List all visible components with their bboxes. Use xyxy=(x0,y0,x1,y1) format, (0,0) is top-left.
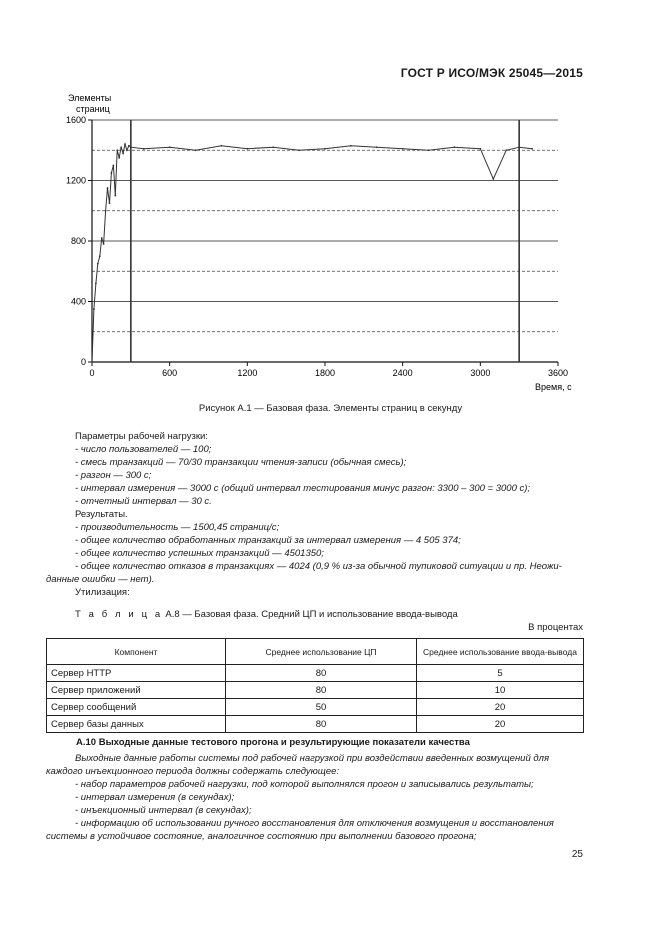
series-point xyxy=(105,210,107,212)
utilization-table xyxy=(46,638,584,733)
series-point xyxy=(99,255,101,257)
section-item: - интервал измерения (в секундах); xyxy=(75,792,235,803)
x-tick-label: 1200 xyxy=(237,368,258,378)
series-point xyxy=(272,146,274,148)
table-header-row xyxy=(47,639,584,665)
x-tick-label: 600 xyxy=(162,368,178,378)
series-point xyxy=(109,202,111,204)
series-point xyxy=(428,149,430,151)
table-cell: 80 xyxy=(226,716,417,733)
series-point xyxy=(101,237,103,239)
table-cell: Сервер сообщений xyxy=(47,699,226,716)
table-unit: В процентах xyxy=(528,622,583,633)
series-point xyxy=(116,149,118,151)
y-tick-label: 800 xyxy=(70,236,86,246)
series-point xyxy=(376,146,378,148)
series-point xyxy=(350,145,352,147)
table-row xyxy=(47,716,584,733)
series-point xyxy=(118,157,120,159)
x-tick-label: 0 xyxy=(89,368,95,378)
table-header-cell: Среднее использование ЦП xyxy=(226,639,417,665)
chart-ylabel-line2: страниц xyxy=(76,104,110,114)
table-cell: Сервер базы данных xyxy=(47,716,226,733)
chart-gridlines xyxy=(92,120,558,362)
table-row xyxy=(47,699,584,716)
table-cell: Сервер приложений xyxy=(47,682,226,699)
series-point xyxy=(454,146,456,148)
section-paragraph-line1: Выходные данные работы системы под рабочей нагрузкой при воздействии введенных возмущений для xyxy=(75,753,550,764)
x-tick-label: 3600 xyxy=(547,368,569,378)
baseline-chart xyxy=(52,88,572,400)
table-caption xyxy=(75,609,458,620)
results-continuation: данные ошибки — нет). xyxy=(46,574,155,585)
table-cell: 50 xyxy=(226,699,417,716)
params-item: - отчетный интервал — 30 с. xyxy=(75,496,212,507)
results-item: - производительность — 1500,45 страниц/с; xyxy=(75,522,280,533)
series-point xyxy=(91,361,93,363)
table-cell: 80 xyxy=(226,665,417,682)
series-point xyxy=(324,148,326,150)
series-point xyxy=(122,152,124,154)
series-point xyxy=(298,149,300,151)
series-point xyxy=(97,263,99,265)
series-point xyxy=(505,149,507,151)
results-item: - общее количество отказов в транзакциях — 4024 (0,9 % из-за обычной тупиковой ситуации и пр. Неожи- xyxy=(75,561,562,572)
table-header-cell: Среднее использование ввода-вывода xyxy=(417,639,584,665)
table-cell: 5 xyxy=(417,665,584,682)
utilization-heading: Утилизация: xyxy=(75,587,130,598)
table-caption-prefix: Т а б л и ц а xyxy=(75,609,163,620)
series-line xyxy=(92,144,532,362)
series-point xyxy=(124,143,126,145)
y-tick-label: 0 xyxy=(80,357,86,367)
series-point xyxy=(531,148,533,150)
table-cell: Сервер HTTP xyxy=(47,665,226,682)
y-tick-label: 400 xyxy=(70,296,86,307)
table-cell: 20 xyxy=(417,716,584,733)
y-tick-label: 1600 xyxy=(65,115,86,125)
x-tick-label: 3000 xyxy=(470,368,491,378)
chart-ticks xyxy=(66,115,568,378)
chart-xlabel: Время, с xyxy=(535,382,572,392)
table-caption-text: А.8 — Базовая фаза. Средний ЦП и использование ввода-вывода xyxy=(162,609,458,620)
section-item-continuation: системы в устойчивое состояние, аналогичное состоянию при выполнении базового прогона; xyxy=(46,831,477,842)
params-item: - число пользователей — 100; xyxy=(75,444,212,455)
series-point xyxy=(93,308,95,310)
results-item: - общее количество обработанных транзакций за интервал измерения — 4 505 374; xyxy=(75,535,461,546)
params-heading: Параметры рабочей нагрузки: xyxy=(75,431,208,442)
series-point xyxy=(111,172,113,174)
table-cell: 10 xyxy=(417,682,584,699)
chart-ylabel-line1: Элементы xyxy=(68,93,112,103)
series-point xyxy=(114,195,116,197)
table-cell: 20 xyxy=(417,699,584,716)
document-header: ГОСТ Р ИСО/МЭК 25045—2015 xyxy=(400,66,583,80)
results-item: - общее количество успешных транзакций — 4501350; xyxy=(75,548,324,559)
x-tick-label: 2400 xyxy=(392,368,413,378)
series-point xyxy=(128,145,130,147)
table-row xyxy=(47,682,584,699)
figure-caption: Рисунок А.1 — Базовая фаза. Элементы страниц в секунду xyxy=(198,403,463,414)
series-point xyxy=(95,282,97,284)
section-title: А.10 Выходные данные тестового прогона и результирующие показатели качества xyxy=(76,737,470,748)
series-point xyxy=(402,148,404,150)
x-tick-label: 1800 xyxy=(314,368,336,378)
params-item: - смесь транзакций — 70/30 транзакции чтения-записи (обычная смесь); xyxy=(75,457,407,468)
chart-series xyxy=(91,143,533,363)
table-header-cell: Компонент xyxy=(47,639,226,665)
series-point xyxy=(246,148,248,150)
series-point xyxy=(103,243,105,245)
series-point xyxy=(479,148,481,150)
series-point xyxy=(492,178,494,180)
results-heading: Результаты. xyxy=(75,509,128,520)
section-paragraph-line2: каждого инъекционного периода должны содержать следующее: xyxy=(46,766,340,777)
section-item: - набор параметров рабочей нагрузки, под которой выполнялся прогон и записывались результаты; xyxy=(75,779,534,790)
series-point xyxy=(143,148,145,150)
series-point xyxy=(120,146,122,148)
section-item: - инъекционный интервал (в секундах); xyxy=(75,805,252,816)
series-point xyxy=(221,145,223,147)
page-number: 25 xyxy=(571,849,583,860)
params-item: - разгон — 300 с; xyxy=(75,470,152,481)
params-item: - интервал измерения — 3000 с (общий интервал тестирования минус разгон: 3300 – 300 = 3000 с); xyxy=(75,483,531,494)
table-cell: 80 xyxy=(226,682,417,699)
section-item: - информацию об использовании ручного восстановления для отключения возмущения и восстановления xyxy=(75,818,554,829)
table-row xyxy=(47,665,584,682)
series-point xyxy=(169,146,171,148)
series-point xyxy=(126,149,128,151)
series-point xyxy=(195,149,197,151)
y-tick-label: 1200 xyxy=(65,175,86,186)
series-point xyxy=(107,187,109,189)
series-point xyxy=(112,164,114,166)
